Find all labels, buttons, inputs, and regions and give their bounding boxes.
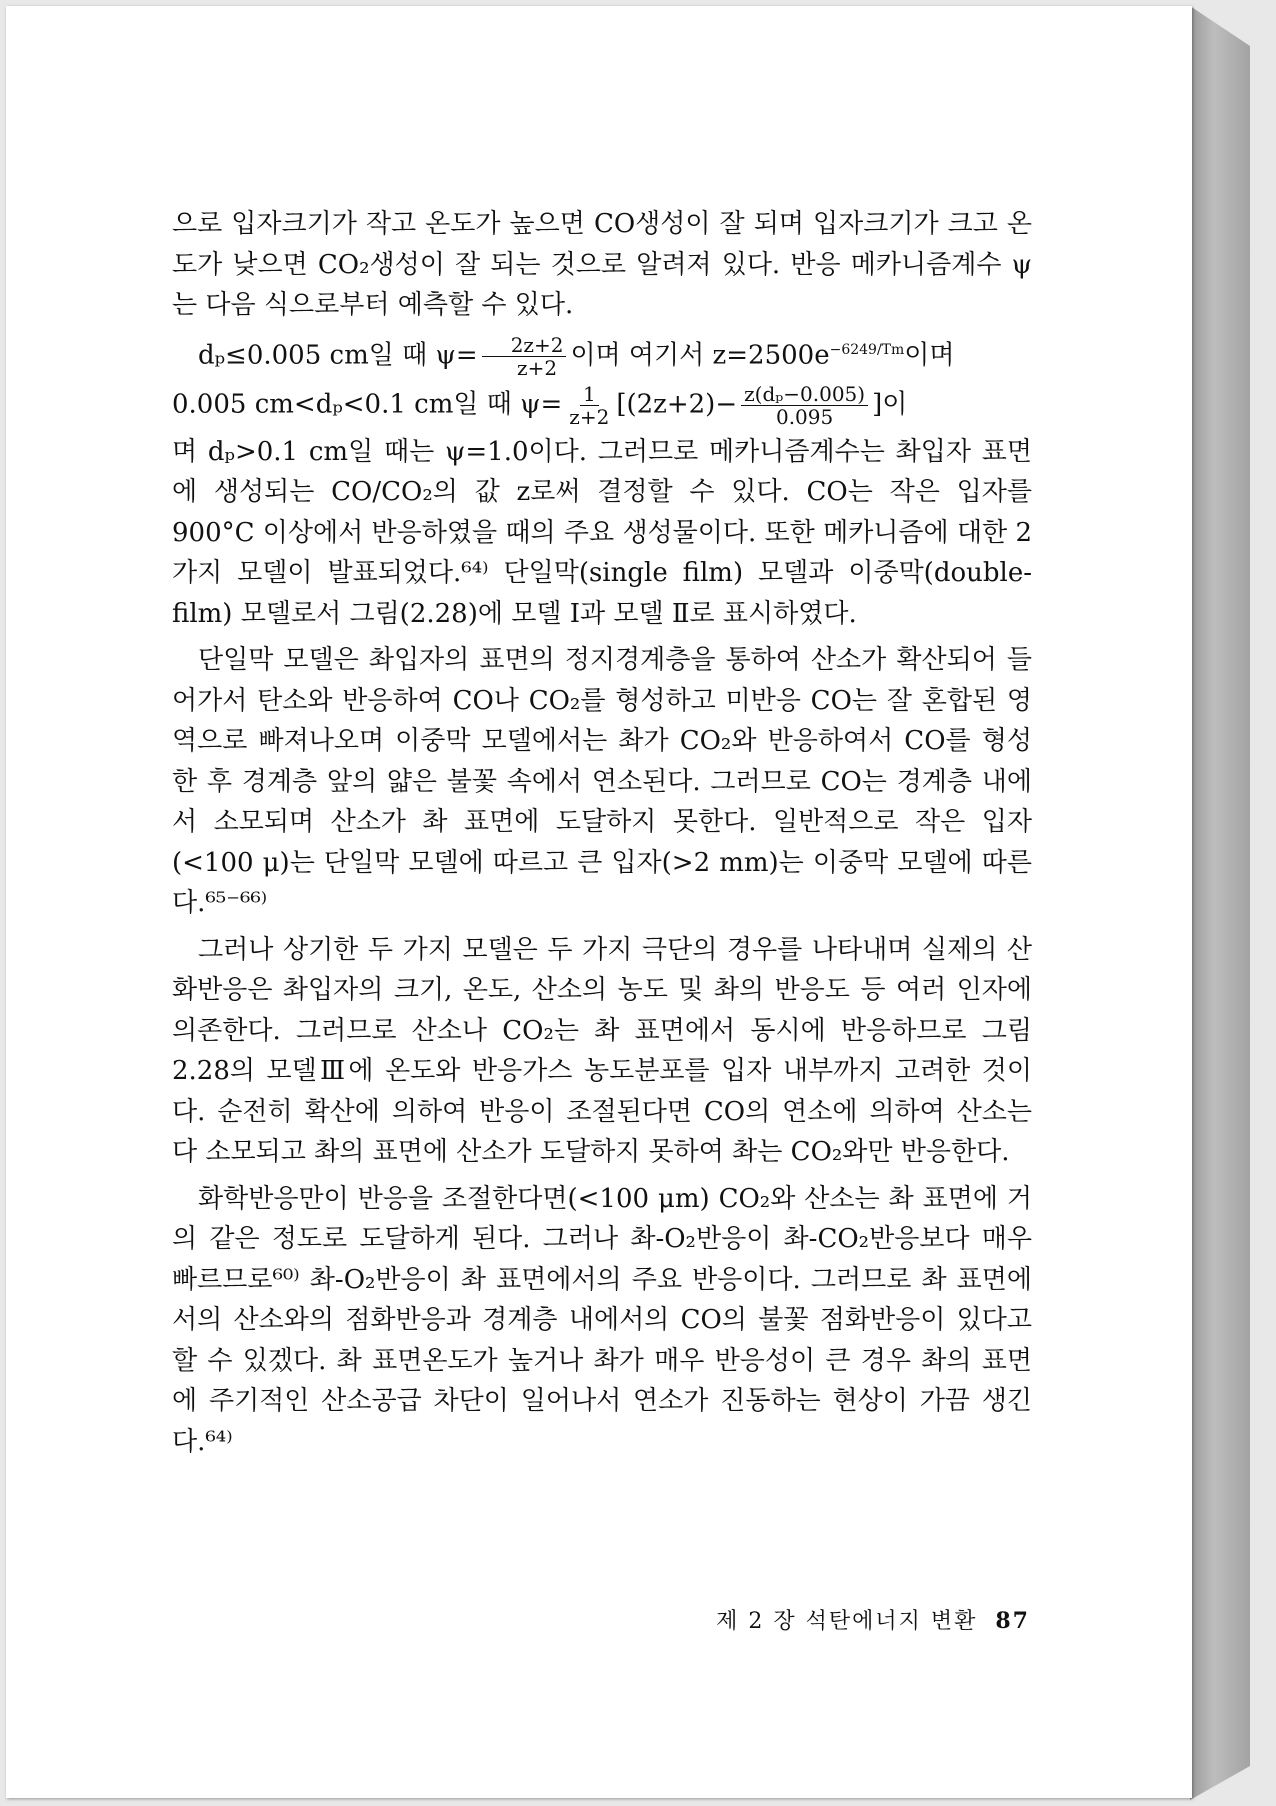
eq2-numerator-2: z(dₚ−0.005) bbox=[741, 383, 868, 406]
page-footer bbox=[670, 1604, 1030, 1635]
eq1-denominator: z+2 bbox=[517, 355, 558, 380]
paragraph-2: 단일막 모델은 촤입자의 표면의 정지경계층을 통하여 산소가 확산되어 들어가서 탄소와 반응하여 CO나 CO₂를 형성하고 미반응 CO는 잘 혼합된 영역으로 빠져나오며 이중막 모델에서는 촤가 CO₂와 반응하여서 CO를 형성한 후 경계층 앞의 얇은 불꽃 속에서 연소된다. 그러므로 CO는 경계층 내에서 소모되며 산소가 촤 표면에 도달하지 못한다. 일반적으로 작은 입자(<100 μ)는 단일막 모델에 따르고 큰 입자(>2 mm)는 이중막 모델에 따른다.⁶⁵⁻⁶⁶⁾ bbox=[172, 645, 1032, 919]
eq1-exponent: −6249/Tm bbox=[829, 341, 905, 358]
eq2-end: ]이 bbox=[872, 389, 908, 420]
paragraph-1-intro: 으로 입자크기가 작고 온도가 높으면 CO생성이 잘 되며 입자크기가 크고 온도가 낮으면 CO₂생성이 잘 되는 것으로 알려져 있다. 반응 메카니즘계수 ψ는 다음 식으로부터 예측할 수 있다. bbox=[172, 209, 1032, 320]
equation-1 bbox=[172, 330, 1032, 379]
paragraph-3: 그러나 상기한 두 가지 모델은 두 가지 극단의 경우를 나타내며 실제의 산화반응은 촤입자의 크기, 온도, 산소의 농도 및 촤의 반응도 등 여러 인자에 의존한다. 그러므로 산소나 CO₂는 촤 표면에서 동시에 반응하므로 그림 2.28의 모델Ⅲ에 온도와 반응가스 농도분포를 입자 내부까지 고려한 것이다. 순전히 확산에 의하여 반응이 조절된다면 CO의 연소에 의하여 산소는 다 소모되고 촤의 표면에 산소가 도달하지 못하여 촤는 CO₂와만 반응한다. bbox=[172, 934, 1032, 1168]
body-text bbox=[172, 204, 1032, 1462]
eq2-prefix: 0.005 cm<dₚ<0.1 cm일 때 ψ= bbox=[172, 389, 563, 420]
paragraph-4: 화학반응만이 반응을 조절한다면(<100 μm) CO₂와 산소는 촤 표면에 거의 같은 정도로 도달하게 된다. 그러나 촤-O₂반응이 촤-CO₂반응보다 매우 빠르므로⁶⁰⁾ 촤-O₂반응이 촤 표면에서의 주요 반응이다. 그러므로 촤 표면에서의 산소와의 점화반응과 경계층 내에서의 CO의 불꽃 점화반응이 있다고 할 수 있겠다. 촤 표면온도가 높거나 촤가 매우 반응성이 큰 경우 촤의 표면에 주기적인 산소공급 차단이 일어나서 연소가 진동하는 현상이 가끔 생긴다.⁶⁴⁾ bbox=[172, 1183, 1032, 1457]
paragraph-1-rest: 며 dₚ>0.1 cm일 때는 ψ=1.0이다. 그러므로 메카니즘계수는 촤입자 표면에 생성되는 CO/CO₂의 값 z로써 결정할 수 있다. CO는 작은 입자를 900°C 이상에서 반응하였을 때의 주요 생성물이다. 또한 메카니즘에 대한 2가지 모델이 발표되었다.⁶⁴⁾ 단일막(single film) 모델과 이중막(double-film) 모델로서 그림(2.28)에 모델 Ⅰ과 모델 Ⅱ로 표시하였다. bbox=[172, 436, 1032, 629]
page-number: 87 bbox=[995, 1608, 1030, 1634]
chapter-title: 제 2 장 석탄에너지 변환 bbox=[716, 1609, 978, 1634]
eq2-fraction-1 bbox=[566, 383, 612, 428]
eq2-numerator-1: 1 bbox=[580, 383, 599, 406]
eq1-post: 이며 여기서 z=2500e bbox=[570, 340, 830, 371]
eq2-fraction-2 bbox=[741, 383, 868, 428]
eq2-denominator-2: 0.095 bbox=[775, 404, 834, 429]
eq1-numerator: 2z+2 bbox=[482, 334, 567, 357]
eq1-fraction bbox=[482, 334, 567, 379]
eq1-prefix: dₚ≤0.005 cm일 때 ψ= bbox=[198, 340, 478, 371]
eq1-end: 이며 bbox=[904, 340, 955, 371]
document-page bbox=[6, 6, 1192, 1798]
eq2-denominator-1: z+2 bbox=[569, 404, 610, 429]
equation-2 bbox=[172, 383, 1032, 428]
eq2-mid: [(2z+2)− bbox=[616, 389, 738, 420]
book-edge bbox=[1190, 6, 1250, 1800]
